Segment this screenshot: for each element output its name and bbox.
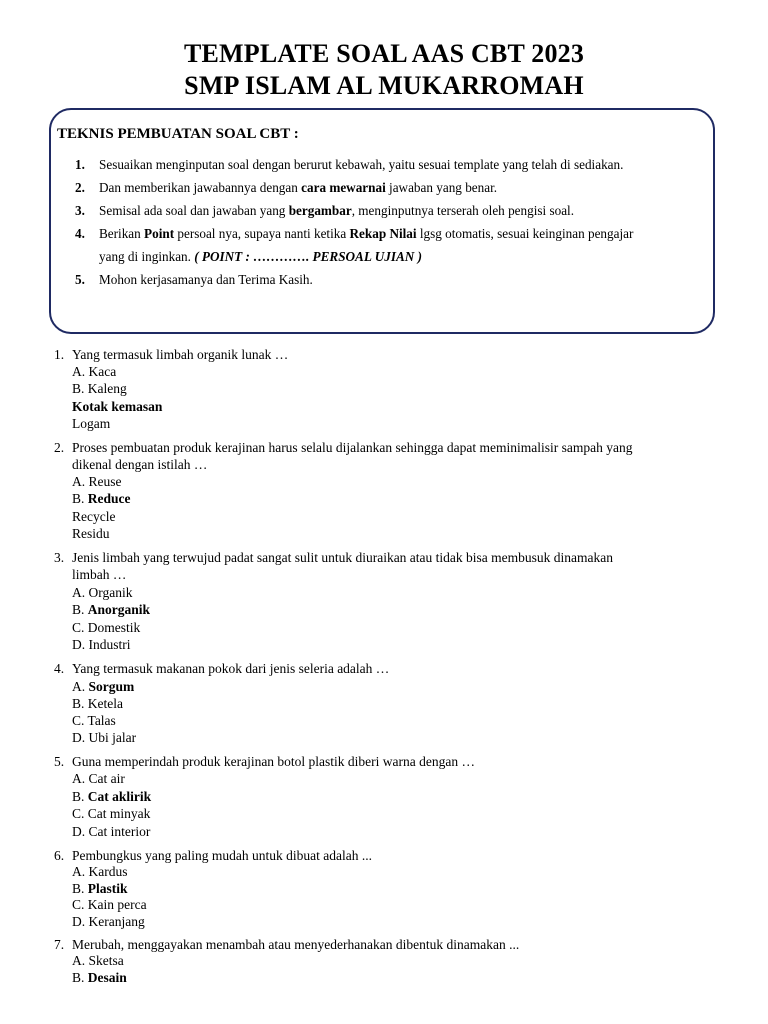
option-text: Industri [88, 637, 131, 652]
option: A. Cat air [72, 771, 125, 786]
question-number: 6. [54, 848, 65, 863]
option-text: Kotak kemasan [72, 399, 163, 414]
option-text: Logam [72, 416, 111, 431]
instruction-emphasis: Point [144, 226, 175, 241]
option: D. Ubi jalar [72, 730, 137, 745]
option-text: Kardus [88, 864, 128, 879]
option-text: Sketsa [88, 953, 124, 968]
option: B. Ketela [72, 696, 123, 711]
instruction-text: jawaban yang benar. [385, 180, 498, 195]
instruction-text: Mohon kerjasamanya dan Terima Kasih. [99, 272, 313, 287]
option-text: Cat air [88, 771, 125, 786]
instruction-emphasis: cara mewarnai [301, 180, 386, 195]
question-text-continued: limbah … [72, 567, 127, 582]
option-text: Kain perca [87, 897, 147, 912]
question-text: Yang termasuk makanan pokok dari jenis seleria adalah … [72, 661, 390, 676]
instruction-text: Sesuaikan menginputan soal dengan berurut kebawah, yaitu sesuai template yang telah di sediakan. [99, 157, 624, 172]
option [72, 508, 115, 526]
option: C. Domestik [72, 620, 141, 635]
instruction-number: 1. [75, 157, 85, 172]
correct-option: B. Plastik [72, 881, 128, 896]
instruction-text: Berikan [99, 226, 145, 241]
option: C. Cat minyak [72, 806, 151, 821]
option-text: Reduce [87, 491, 131, 506]
correct-option: B. Reduce [72, 491, 131, 506]
option-text: Kaleng [87, 381, 127, 396]
correct-option: B. Anorganik [72, 602, 151, 617]
question-number: 4. [54, 661, 65, 676]
document-title: TEMPLATE SOAL AAS CBT 2023 [183, 39, 585, 68]
option: B. Kaleng [72, 381, 127, 396]
instruction-text: lgsg otomatis, sesuai keinginan pengajar [416, 226, 634, 241]
correct-option: A. Sorgum [72, 679, 135, 694]
instruction-text: Semisal ada soal dan jawaban yang [99, 203, 289, 218]
option-text: Reuse [88, 474, 122, 489]
option-text: Organik [88, 585, 133, 600]
question-number: 1. [54, 347, 65, 362]
correct-option [72, 398, 162, 416]
option-text: Cat aklirik [87, 789, 152, 804]
option: C. Kain perca [72, 897, 147, 912]
question-text: Pembungkus yang paling mudah untuk dibuat adalah ... [72, 848, 372, 863]
instruction-text: , menginputnya terserah oleh pengisi soal. [351, 203, 575, 218]
option-text: Anorganik [87, 602, 151, 617]
option-text: Plastik [87, 881, 128, 896]
option-text: Cat interior [88, 824, 151, 839]
correct-option: B. Cat aklirik [72, 789, 152, 804]
question-number: 2. [54, 440, 65, 455]
option-text: Desain [87, 970, 127, 985]
question-text-continued: dikenal dengan istilah … [72, 457, 208, 472]
option: C. Talas [72, 713, 116, 728]
option: D. Keranjang [72, 914, 145, 929]
instruction-text: yang di inginkan. [99, 249, 195, 264]
instruction-emphasis: Rekap Nilai [349, 226, 417, 241]
option [72, 415, 110, 433]
instruction-point-note: ( POINT : …………. PERSOAL UJIAN ) [194, 249, 422, 264]
option-text: Sorgum [88, 679, 135, 694]
instructions-heading: TEKNIS PEMBUATAN SOAL CBT : [57, 126, 299, 142]
option-text: Domestik [87, 620, 141, 635]
question-number: 7. [54, 937, 65, 952]
option-text: Talas [87, 713, 116, 728]
correct-option: B. Desain [72, 970, 127, 985]
instruction-emphasis: bergambar [288, 203, 352, 218]
option [72, 525, 110, 543]
option: A. Reuse [72, 474, 122, 489]
option-text: Ubi jalar [88, 730, 137, 745]
question-text: Yang termasuk limbah organik lunak … [72, 347, 289, 362]
option: D. Industri [72, 637, 131, 652]
question-number: 5. [54, 754, 65, 769]
school-name: SMP ISLAM AL MUKARROMAH [184, 71, 584, 100]
instruction-number: 3. [75, 203, 85, 218]
instruction-text: Dan memberikan jawabannya dengan [99, 180, 302, 195]
option: D. Cat interior [72, 824, 151, 839]
question-text: Jenis limbah yang terwujud padat sangat sulit untuk diuraikan atau tidak bisa membusuk dinamakan [72, 550, 614, 565]
option-text: Kaca [88, 364, 117, 379]
question-number: 3. [54, 550, 65, 565]
option: A. Organik [72, 585, 133, 600]
question-text: Proses pembuatan produk kerajinan harus selalu dijalankan sehingga dapat meminimalisir sampah yang [72, 440, 633, 455]
instruction-number: 4. [75, 226, 85, 241]
instruction-number: 5. [75, 272, 85, 287]
option-text: Ketela [87, 696, 123, 711]
option-text: Residu [72, 526, 110, 541]
option: A. Kaca [72, 364, 117, 379]
instruction-number: 2. [75, 180, 85, 195]
option-text: Recycle [72, 509, 116, 524]
question-text: Merubah, menggayakan menambah atau menyederhanakan dibentuk dinamakan ... [72, 937, 520, 952]
question-text: Guna memperindah produk kerajinan botol plastik diberi warna dengan … [72, 754, 476, 769]
option: A. Kardus [72, 864, 128, 879]
option-text: Keranjang [88, 914, 145, 929]
instruction-text: persoal nya, supaya nanti ketika [174, 226, 350, 241]
option: A. Sketsa [72, 953, 124, 968]
option-text: Cat minyak [87, 806, 151, 821]
